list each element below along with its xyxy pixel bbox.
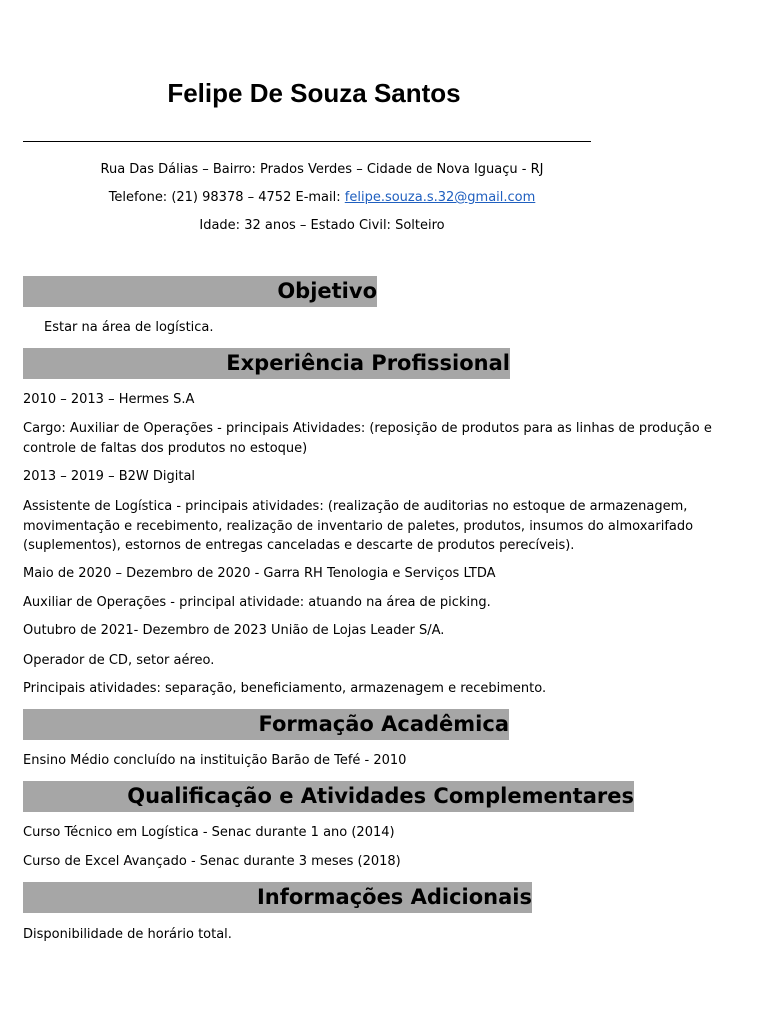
section-title: Formação Acadêmica xyxy=(258,712,509,736)
experience-line: Cargo: Auxiliar de Operações - principais Atividades: (reposição de produtos para as linhas de produção e controle de faltas dos produtos no estoque) xyxy=(23,421,712,456)
section-title: Experiência Profissional xyxy=(226,351,510,375)
section-title: Objetivo xyxy=(277,279,377,303)
experience-line: 2010 – 2013 – Hermes S.A xyxy=(23,392,195,407)
qualification-line: Curso de Excel Avançado - Senac durante 3 meses (2018) xyxy=(23,854,401,869)
section-header-experiencia xyxy=(23,348,510,379)
section-header-qualificacao xyxy=(23,781,634,812)
experience-line: Principais atividades: separação, beneficiamento, armazenagem e recebimento. xyxy=(23,681,547,696)
phone-text: Telefone: (21) 98378 – 4752 E-mail: xyxy=(108,190,341,205)
phone-email-line xyxy=(0,189,644,207)
education-line: Ensino Médio concluído na instituição Barão de Tefé - 2010 xyxy=(23,753,407,768)
section-header-objetivo xyxy=(23,276,377,307)
additional-info-line: Disponibilidade de horário total. xyxy=(23,927,232,942)
section-title: Qualificação e Atividades Complementares xyxy=(127,784,634,808)
section-header-formacao xyxy=(23,709,509,740)
experience-line: 2013 – 2019 – B2W Digital xyxy=(23,469,196,484)
objective-text: Estar na área de logística. xyxy=(44,320,214,335)
section-title: Informações Adicionais xyxy=(256,885,532,909)
experience-line: Auxiliar de Operações - principal atividade: atuando na área de picking. xyxy=(23,595,491,610)
qualification-line: Curso Técnico em Logística - Senac durante 1 ano (2014) xyxy=(23,825,395,840)
experience-line: Assistente de Logística - principais atividades: (realização de auditorias no estoque de armazenagem, movimentação e recebimento, realização de inventario de paletes, produtos, insumos do almoxarifado (suplementos), estornos de entregas canceladas e descarte de produtos perecíveis). xyxy=(23,499,694,553)
header-divider xyxy=(23,141,591,142)
experience-line: Outubro de 2021- Dezembro de 2023 União de Lojas Leader S/A. xyxy=(23,623,445,638)
section-header-informacoes xyxy=(23,882,532,913)
experience-line: Maio de 2020 – Dezembro de 2020 - Garra RH Tenologia e Serviços LTDA xyxy=(23,566,496,581)
email-link[interactable]: felipe.souza.s.32@gmail.com xyxy=(344,190,536,205)
age-status-line: Idade: 32 anos – Estado Civil: Solteiro xyxy=(199,218,445,233)
candidate-name: Felipe De Souza Santos xyxy=(167,78,461,108)
address-line: Rua Das Dálias – Bairro: Prados Verdes – Cidade de Nova Iguaçu - RJ xyxy=(100,162,544,177)
experience-line: Operador de CD, setor aéreo. xyxy=(23,653,215,668)
